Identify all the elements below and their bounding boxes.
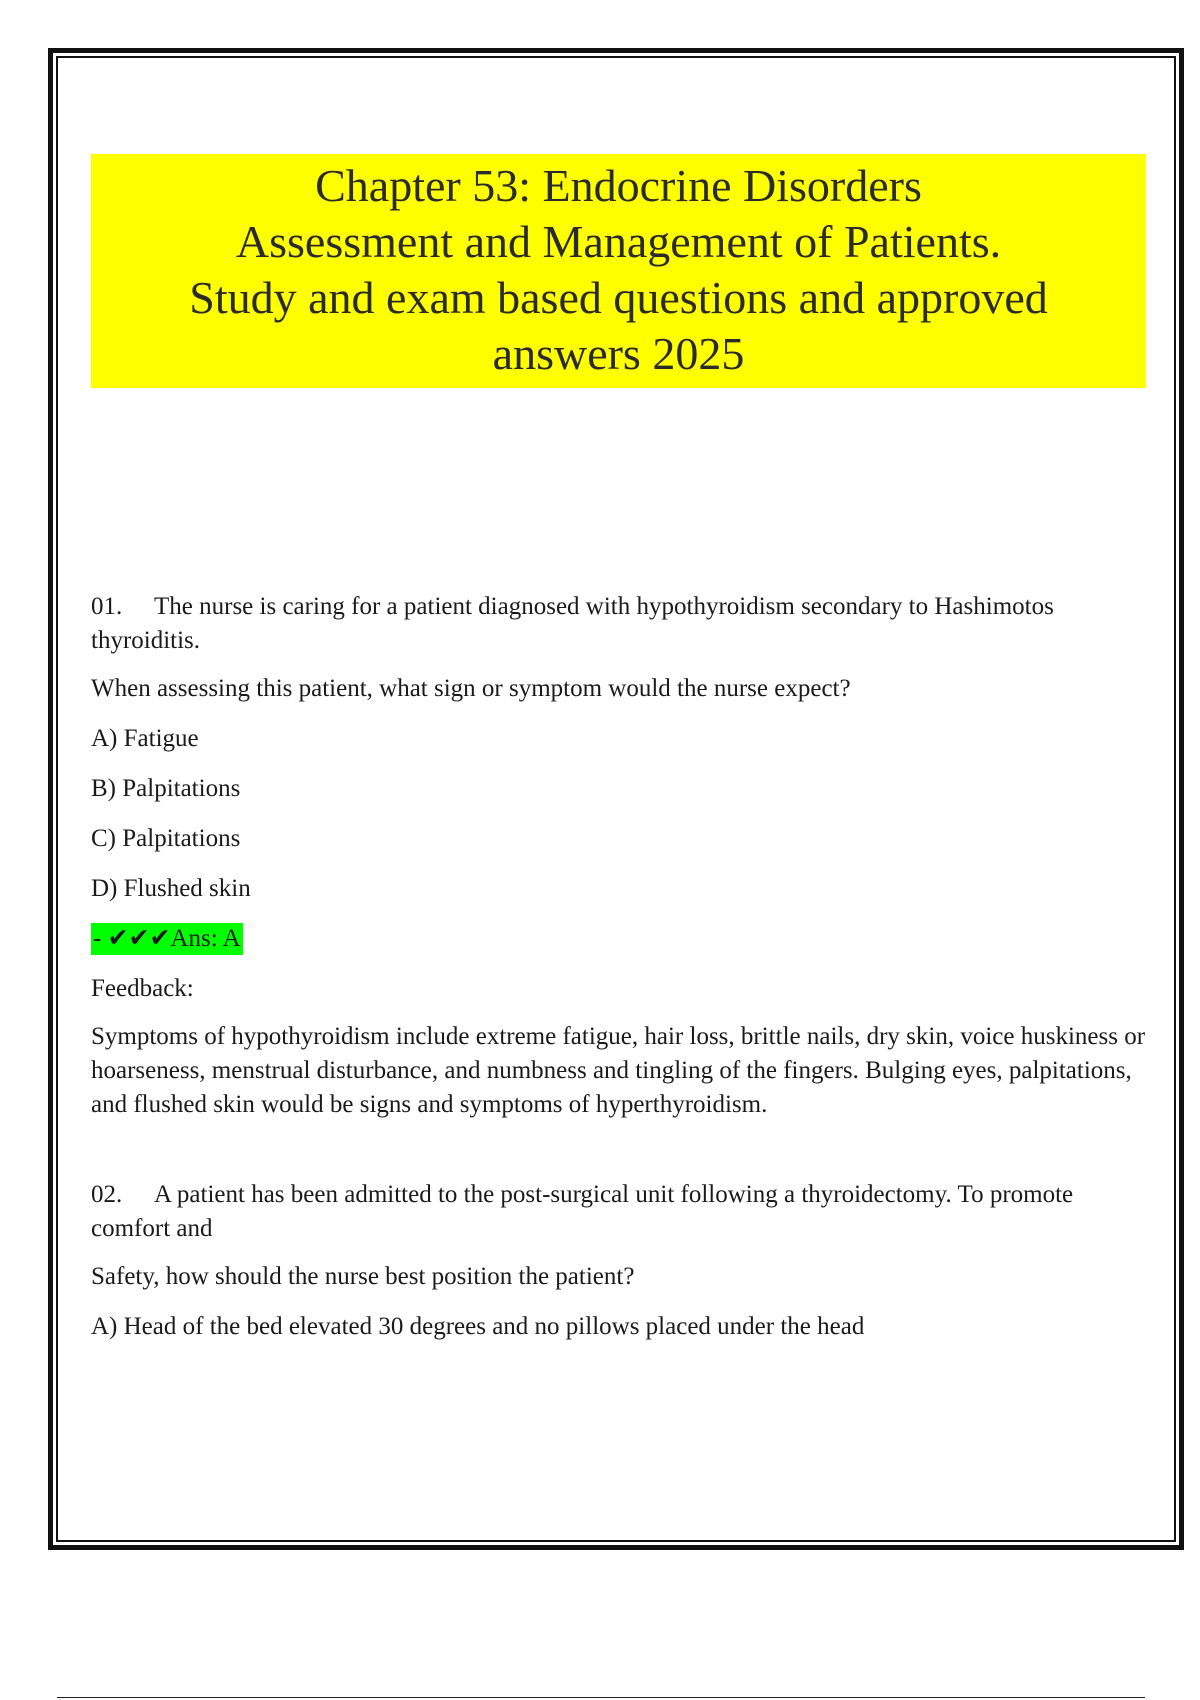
question-01 [91,590,1146,1122]
title-line-4: answers 2025 [492,328,745,379]
question-stem [91,1178,1146,1246]
question-number: 02. [91,1181,123,1208]
feedback-text: Symptoms of hypothyroidism include extreme fatigue, hair loss, brittle nails, dry skin, voice huskiness or hoarseness, menstrual disturbance, and numbness and tingling of the fingers. Bulging eyes, palpitations, and flushed skin would be signs and symptoms of hyperthyroidism. [91,1023,1146,1118]
option-d: D) Flushed skin [91,875,251,902]
title-line-3: Study and exam based questions and approved [189,272,1048,323]
question-prompt: When assessing this patient, what sign or symptom would the nurse expect? [91,675,851,702]
question-stem-text: A patient has been admitted to the post-surgical unit following a thyroidectomy. To promote comfort and [91,1181,1074,1242]
question-prompt: Safety, how should the nurse best position the patient? [91,1263,635,1290]
title-line-2: Assessment and Management of Patients. [235,216,1002,267]
title-banner [91,154,1146,388]
feedback-label: Feedback: [91,975,194,1002]
title-line-1: Chapter 53: Endocrine Disorders [315,160,922,211]
document-content [91,154,1146,1344]
answer-line [91,922,1146,956]
question-stem [91,590,1146,658]
option-c: C) Palpitations [91,825,241,852]
footer-divider [57,1697,1145,1698]
option-a: A) Fatigue [91,725,199,752]
question-02 [91,1178,1146,1344]
answer-highlight: - ✔✔✔Ans: A [91,923,243,955]
question-number: 01. [91,593,123,620]
question-stem-text: The nurse is caring for a patient diagnosed with hypothyroidism secondary to Hashimotos thyroiditis. [91,593,1054,654]
option-b: B) Palpitations [91,775,241,802]
option-a: A) Head of the bed elevated 30 degrees and no pillows placed under the head [91,1313,865,1340]
